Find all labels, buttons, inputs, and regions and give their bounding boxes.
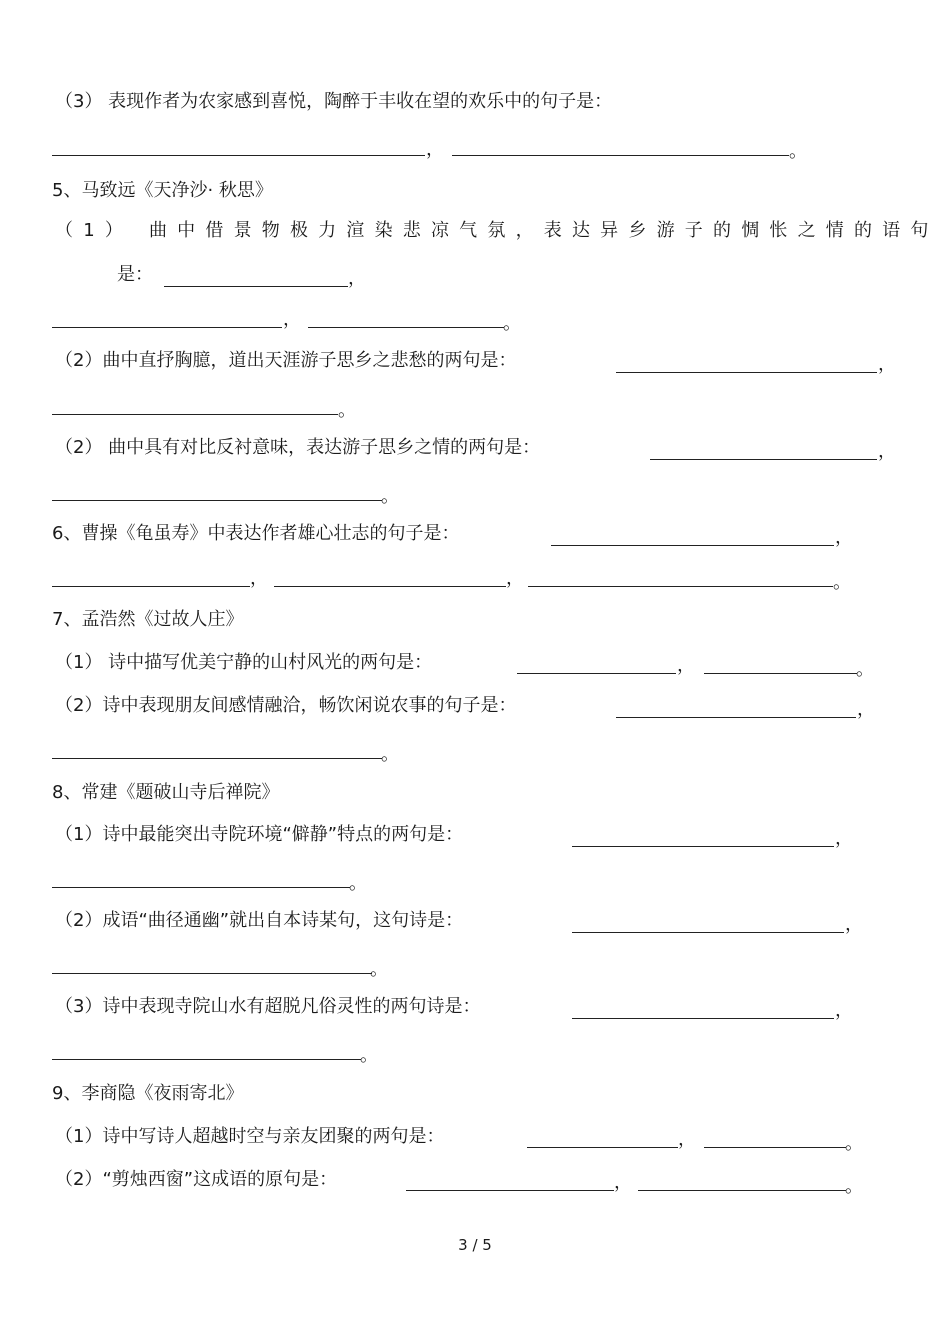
q8-sub2-prompt: （2）成语“曲径通幽”就出自本诗某句，这句诗是： [55, 910, 464, 931]
answer-blank[interactable] [616, 717, 856, 718]
answer-blank[interactable] [517, 673, 676, 674]
punct-period: 。 [833, 572, 851, 593]
q9-sub1-prompt: （1）诗中写诗人超越时空与亲友团聚的两句是： [55, 1126, 445, 1147]
answer-blank[interactable] [52, 973, 372, 974]
answer-blank[interactable] [704, 673, 857, 674]
answer-blank[interactable] [551, 545, 834, 546]
punct-period: 。 [856, 659, 874, 680]
answer-blank[interactable] [572, 1018, 834, 1019]
q8-sub1-prompt: （1）诗中最能突出寺院环境“僻静”特点的两句是： [55, 824, 464, 845]
q9-title: 9、李商隐《夜雨寄北》 [52, 1083, 244, 1104]
punct-comma: ， [878, 441, 896, 462]
answer-blank[interactable] [52, 414, 338, 415]
answer-blank[interactable] [572, 846, 834, 847]
q4-sub3-prompt: （3） 表现作者为农家感到喜悦，陶醉于丰收在望的欢乐中的句子是： [55, 91, 613, 112]
page-number: 3 / 5 [458, 1236, 492, 1254]
answer-blank[interactable] [274, 586, 506, 587]
punct-period: 。 [845, 1133, 863, 1154]
answer-blank[interactable] [52, 586, 250, 587]
q5-title: 5、马致远《天净沙· 秋思》 [52, 180, 273, 201]
q7-sub1-prompt: （1） 诗中描写优美宁静的山村风光的两句是： [55, 652, 433, 673]
punct-period: 。 [381, 744, 399, 765]
answer-blank[interactable] [452, 155, 789, 156]
punct-period: 。 [789, 141, 807, 162]
punct-comma: ， [677, 655, 695, 676]
punct-period: 。 [381, 486, 399, 507]
answer-blank[interactable] [572, 932, 844, 933]
answer-blank[interactable] [52, 758, 382, 759]
answer-blank[interactable] [616, 372, 877, 373]
answer-blank[interactable] [308, 327, 504, 328]
punct-period: 。 [360, 1045, 378, 1066]
punct-comma: ， [426, 139, 444, 160]
punct-comma: ， [835, 1000, 853, 1021]
q9-sub2-prompt: （2）“剪烛西窗”这成语的原句是： [55, 1169, 338, 1190]
punct-period: 。 [338, 400, 356, 421]
q5-sub1-prompt: （1） 曲中借景物极力渲染悲凉气氛，表达异乡游子的惆怅之情的语句 [55, 220, 939, 241]
answer-blank[interactable] [52, 1059, 361, 1060]
q7-sub2-prompt: （2）诗中表现朋友间感情融洽，畅饮闲说农事的句子是： [55, 695, 517, 716]
punct-comma: ， [506, 568, 524, 589]
answer-blank[interactable] [52, 155, 425, 156]
answer-blank[interactable] [406, 1190, 614, 1191]
answer-blank[interactable] [52, 887, 350, 888]
answer-blank[interactable] [52, 327, 282, 328]
q8-title: 8、常建《题破山寺后禅院》 [52, 782, 280, 803]
q7-title: 7、孟浩然《过故人庄》 [52, 609, 244, 630]
punct-comma: ， [348, 268, 366, 289]
punct-comma: ， [678, 1129, 696, 1150]
punct-comma: ， [283, 309, 301, 330]
answer-blank[interactable] [650, 459, 877, 460]
answer-blank[interactable] [528, 586, 833, 587]
punct-comma: ， [835, 828, 853, 849]
punct-period: 。 [370, 959, 388, 980]
punct-comma: ， [845, 914, 863, 935]
q5-sub2-prompt: （2）曲中直抒胸臆，道出天涯游子思乡之悲愁的两句是： [55, 350, 517, 371]
punct-comma: ， [250, 568, 268, 589]
punct-comma: ， [614, 1172, 632, 1193]
punct-period: 。 [845, 1176, 863, 1197]
answer-blank[interactable] [704, 1147, 846, 1148]
q6-prompt: 6、曹操《龟虽寿》中表达作者雄心壮志的句子是： [52, 523, 460, 544]
punct-period: 。 [503, 313, 521, 334]
punct-period: 。 [349, 873, 367, 894]
q8-sub3-prompt: （3）诗中表现寺院山水有超脱凡俗灵性的两句诗是： [55, 996, 481, 1017]
q5-sub3-prompt: （2） 曲中具有对比反衬意味，表达游子思乡之情的两句是： [55, 437, 541, 458]
answer-blank[interactable] [638, 1190, 846, 1191]
punct-comma: ， [857, 699, 875, 720]
punct-comma: ， [878, 354, 896, 375]
answer-blank[interactable] [52, 500, 382, 501]
answer-blank[interactable] [164, 286, 348, 287]
answer-blank[interactable] [527, 1147, 678, 1148]
punct-comma: ， [835, 527, 853, 548]
q5-sub1-prompt-cont: 是： [117, 264, 153, 285]
